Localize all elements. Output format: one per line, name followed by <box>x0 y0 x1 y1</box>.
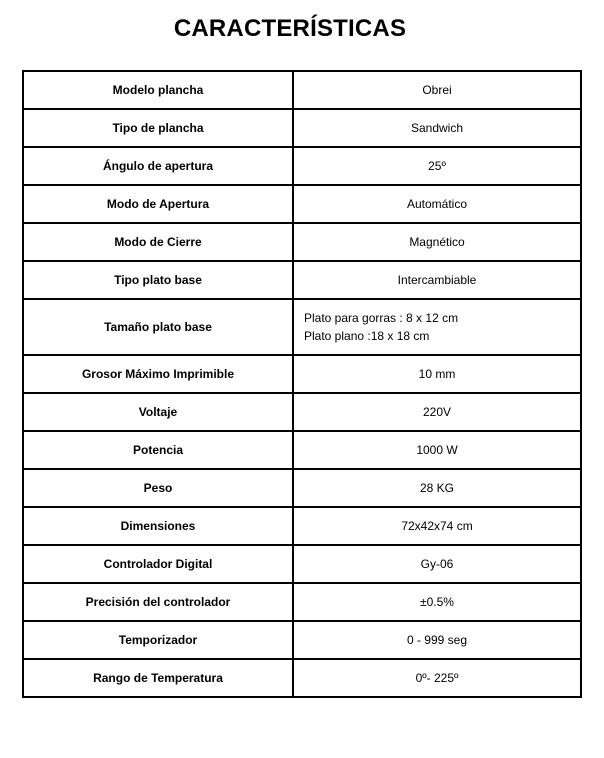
table-row <box>23 223 581 261</box>
spec-label: Tipo plato base <box>23 261 293 299</box>
specs-table <box>22 70 582 698</box>
table-row <box>23 545 581 583</box>
table-row <box>23 393 581 431</box>
spec-label: Temporizador <box>23 621 293 659</box>
table-row <box>23 261 581 299</box>
spec-label: Dimensiones <box>23 507 293 545</box>
spec-value: ±0.5% <box>293 583 581 621</box>
spec-value: 28 KG <box>293 469 581 507</box>
spec-value: 72x42x74 cm <box>293 507 581 545</box>
spec-label: Rango de Temperatura <box>23 659 293 697</box>
table-row <box>23 109 581 147</box>
spec-label: Peso <box>23 469 293 507</box>
spec-label: Controlador Digital <box>23 545 293 583</box>
table-row <box>23 431 581 469</box>
spec-label: Voltaje <box>23 393 293 431</box>
spec-value: Gy-06 <box>293 545 581 583</box>
table-row <box>23 355 581 393</box>
spec-value: Obrei <box>293 71 581 109</box>
spec-value: 10 mm <box>293 355 581 393</box>
spec-label: Tipo de plancha <box>23 109 293 147</box>
table-row <box>23 299 581 355</box>
table-row <box>23 621 581 659</box>
table-row <box>23 185 581 223</box>
spec-value <box>293 299 581 355</box>
spec-value: 220V <box>293 393 581 431</box>
spec-label: Grosor Máximo Imprimible <box>23 355 293 393</box>
table-row <box>23 469 581 507</box>
table-row <box>23 659 581 697</box>
spec-value: Magnético <box>293 223 581 261</box>
table-row <box>23 71 581 109</box>
spec-label: Modo de Cierre <box>23 223 293 261</box>
spec-value: 25º <box>293 147 581 185</box>
spec-value: 0 - 999 seg <box>293 621 581 659</box>
spec-label: Modelo plancha <box>23 71 293 109</box>
spec-value: Automático <box>293 185 581 223</box>
spec-value: 1000 W <box>293 431 581 469</box>
spec-label: Potencia <box>23 431 293 469</box>
table-row <box>23 507 581 545</box>
spec-value-line: Plato plano :18 x 18 cm <box>304 329 430 343</box>
spec-label: Precisión del controlador <box>23 583 293 621</box>
spec-value: Intercambiable <box>293 261 581 299</box>
spec-value: Sandwich <box>293 109 581 147</box>
spec-label: Ángulo de apertura <box>23 147 293 185</box>
spec-label: Modo de Apertura <box>23 185 293 223</box>
page-title: CARACTERÍSTICAS <box>173 15 407 42</box>
table-row <box>23 147 581 185</box>
table-row <box>23 583 581 621</box>
spec-value-line: Plato para gorras : 8 x 12 cm <box>304 311 459 325</box>
spec-value: 0º- 225º <box>293 659 581 697</box>
spec-label: Tamaño plato base <box>23 299 293 355</box>
